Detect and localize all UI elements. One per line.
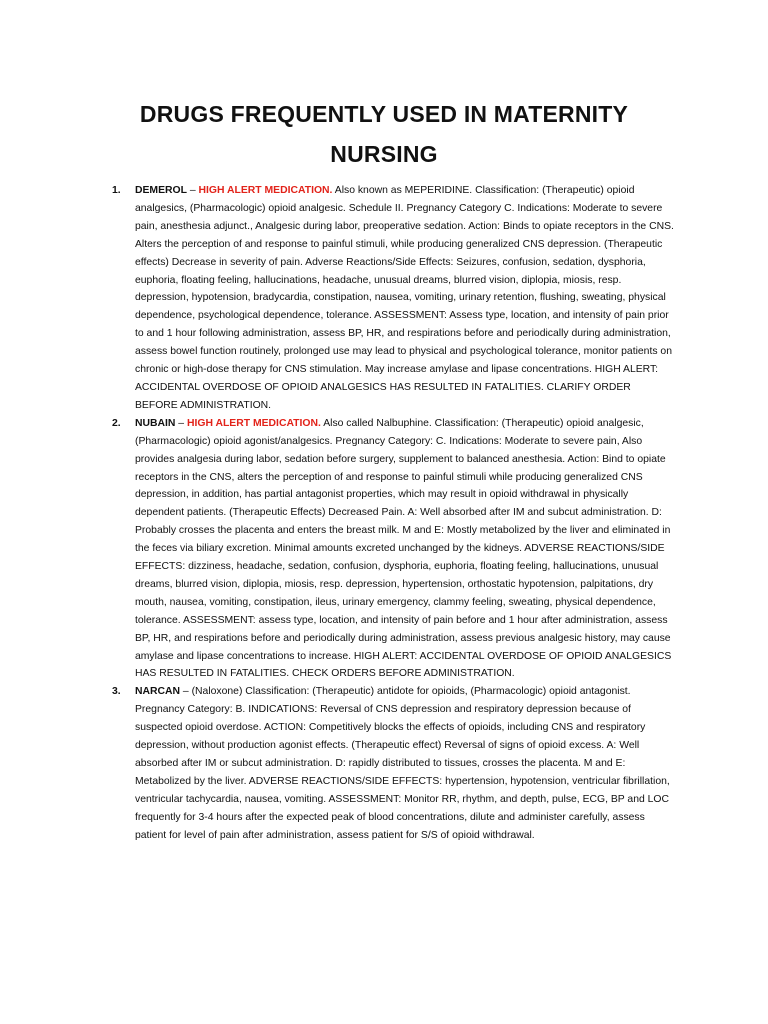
drug-name: DEMEROL <box>135 185 187 196</box>
drug-name: NUBAIN <box>135 417 176 429</box>
name-separator: – <box>186 185 199 196</box>
list-number: 1. <box>112 185 121 196</box>
document-title-line-1: DRUGS FREQUENTLY USED IN MATERNITY <box>139 101 629 127</box>
drug-description: (Naloxone) Classification: (Therapeutic) antidote for opioids, (Pharmacologic) opioid antagonist. Pregnancy Category: B. INDICATIONS: Reversal of CNS depression and respiratory depression because of suspected opioid overdose. ACTION: Competitively blocks the effects of opioids, including CNS and respiratory depression, without production agonist effects. (Therapeutic effect) Reversal of signs of opioid excess. A: Well absorbed after IM or subcut administration. D: rapidly distributed to tissues, crosses the placenta. M and E: Metabolized by the liver. ADVERSE REACTIONS/SIDE EFFECTS: hypertension, hypotension, ventricular fibrillation, ventricular tachycardia, nausea, vomiting. ASSESSMENT: Monitor RR, rhythm, and depth, pulse, ECG, BP and LOC frequently for 3-4 hours after the expected peak of blood concentrations, dilute and administer carefully, assess patient for level of pain after administration, assess patient for S/S of opioid withdrawal. <box>135 686 670 841</box>
list-number: 3. <box>112 686 121 698</box>
document-title <box>100 94 668 174</box>
drug-description: Also called Nalbuphine. Classification: (Therapeutic) opioid analgesic, (Pharmacologic) opioid agonist/analgesics. Pregnancy Category: C. Indications: Moderate to severe pain, Also provides analgesia during labor, sedation before surgery, supplement to balanced anesthesia. Action: Bind to opiate receptors in the CNS, alters the perception of and response to painful stimuli while producing generalized CNS depression, in addition, has partial antagonist properties, which may result in opioid withdrawal in physically dependent patients. (Therapeutic Effects) Decreased Pain. A: Well absorbed after IM and subcut administration. D: Probably crosses the placenta and enters the breast milk. M and E: Mostly metabolized by the liver and eliminated in the feces via biliary excretion. Minimal amounts excreted unchanged by the kidneys. ADVERSE REACTIONS/SIDE EFFECTS: dizziness, headache, sedation, confusion, dysphoria, euphoria, floating feeling, hallucinations, unusual dreams, blurred vision, diplopia, miosis, resp. depression, hypertension, orthostatic hypotension, palpitations, dry mouth, nausea, vomiting, constipation, ileus, urinary emergency, clammy feeling, sweating, physical dependence, tolerance. ASSESSMENT: assess type, location, and intensity of pain before and 1 hour after administration, assess BP, HR, and respirations before and periodically during administration, assess previous analgesic history, may cause amylase and lipase concentrations to increase. HIGH ALERT: ACCIDENTAL OVERDOSE OF OPIOID ANALGESICS HAS RESULTED IN FATALITIES. CHECK ORDERS BEFORE ADMINISTRATION. <box>135 417 672 680</box>
drug-description: Also known as MEPERIDINE. Classification: (Therapeutic) opioid analgesics, (Pharmacologic) opioid analgesic. Schedule II. Pregnancy Category C. Indications: Moderate to severe pain, anesthesia adjunct., Analgesic during labor, preoperative sedation. Action: Binds to opiate receptors in the CNS. Alters the perception of and response to painful stimuli, while producing generalized CNS depression. (Therapeutic effects) Decrease in severity of pain. Adverse Reactions/Side Effects: Seizures, confusion, sedation, dysphoria, euphoria, floating feeling, hallucinations, headache, unusual dreams, blurred vision, diplopia, miosis, resp. depression, hypotension, bradycardia, constipation, nausea, vomiting, urinary retention, flushing, sweating, physical dependence, psychological dependence, tolerance. ASSESSMENT: Assess type, location, and intensity of pain prior to and 1 hour following administration, assess BP, HR, and respirations before and periodically during administration, assess bowel function routinely, prolonged use may lead to physical and psychological tolerance, monitor patients on chronic or high-dose therapy for CNS stimulation. May increase amylase and lipase concentrations. HIGH ALERT: ACCIDENTAL OVERDOSE OF OPIOID ANALGESICS HAS RESULTED IN FATALITIES. CLARIFY ORDER BEFORE ADMINISTRATION. <box>135 185 674 411</box>
high-alert-label: HIGH ALERT MEDICATION. <box>186 417 321 429</box>
name-separator: – <box>180 686 192 698</box>
drug-name: NARCAN <box>135 686 181 698</box>
list-number: 2. <box>112 417 121 429</box>
name-separator: – <box>175 417 187 429</box>
drug-list <box>0 182 768 845</box>
drug-entry-demerol <box>0 182 768 415</box>
drug-entry-narcan <box>0 683 768 844</box>
document-title-line-2: NURSING <box>330 141 438 167</box>
drug-entry-nubain <box>0 415 768 684</box>
high-alert-label: HIGH ALERT MEDICATION. <box>198 185 333 196</box>
